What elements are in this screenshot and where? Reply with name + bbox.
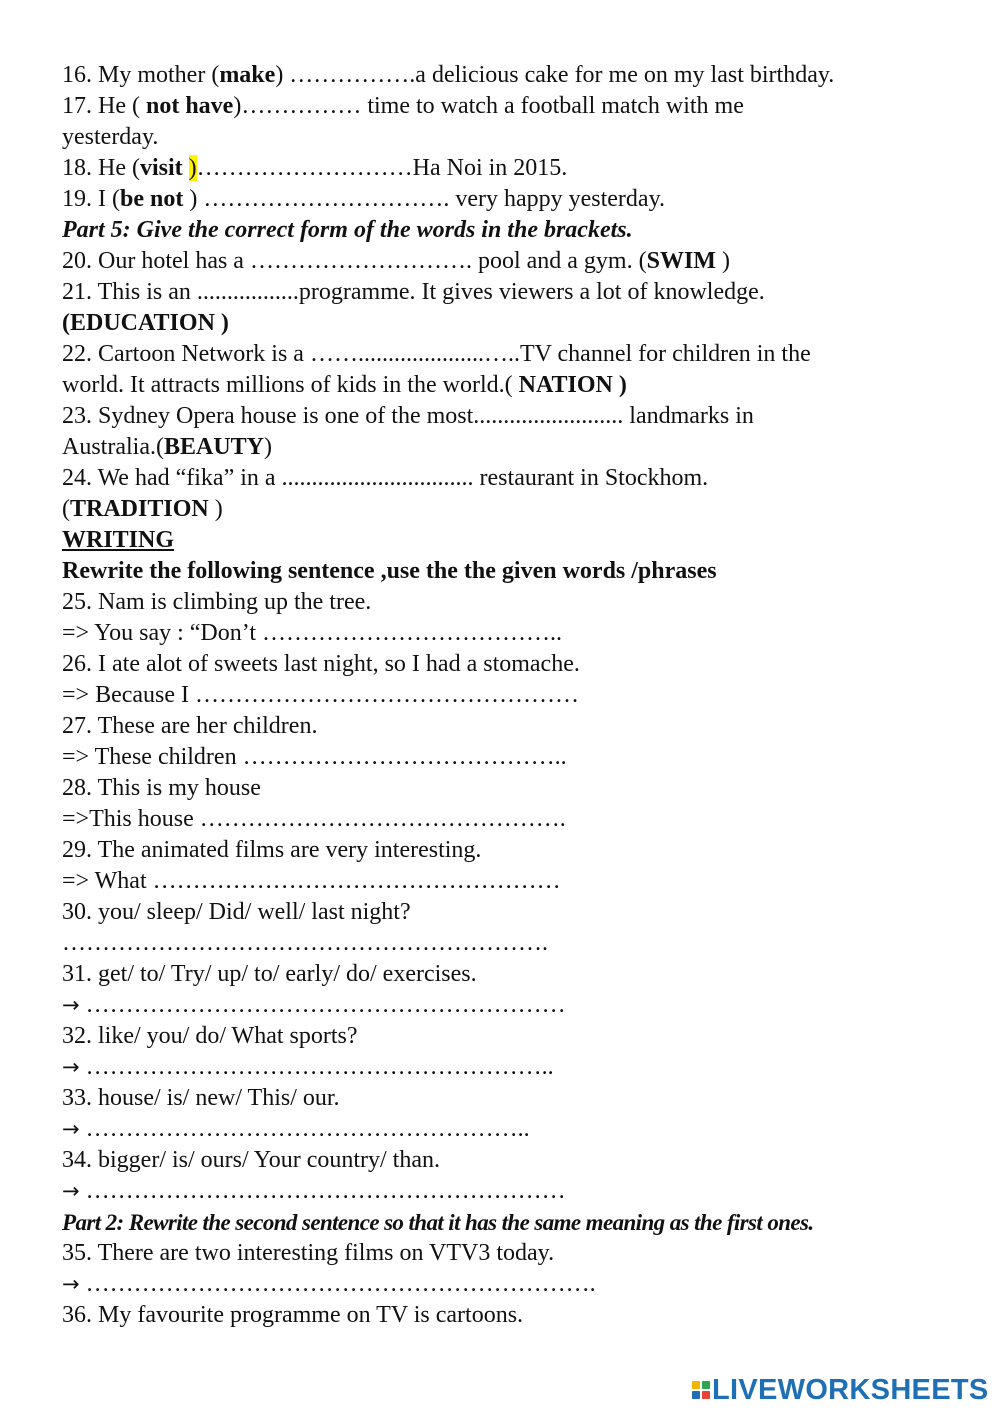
writing-heading: WRITING <box>62 527 175 553</box>
question-36: 36. My favourite programme on TV is cartoons. <box>62 1302 524 1328</box>
question-17-continued: yesterday. <box>62 124 159 150</box>
answer-line-28[interactable]: =>This house ………………………………………. <box>62 806 566 832</box>
question-25: 25. Nam is climbing up the tree. <box>62 589 372 615</box>
arrow-right-icon: → <box>62 993 80 1017</box>
word-hint: SWIM <box>646 248 716 274</box>
highlighted-bracket: ) <box>188 155 197 181</box>
arrow-right-icon: → <box>62 1272 80 1296</box>
arrow-right-icon: → <box>62 1055 80 1079</box>
question-26: 26. I ate alot of sweets last night, so I had a stomache. <box>62 651 580 677</box>
answer-line-25[interactable]: => You say : “Don’t ……………………………….. <box>62 620 562 646</box>
question-24: 24. We had “fika” in a ................................ restaurant in Stockhom. <box>62 465 709 491</box>
arrow-right-icon: → <box>62 1117 80 1141</box>
answer-line-32[interactable]: → ………………………………………………….. <box>62 1054 554 1080</box>
verb-hint: make <box>219 62 276 88</box>
question-20: 20. Our hotel has a ………………………. pool and a gym. (SWIM ) <box>62 248 730 274</box>
answer-line-26[interactable]: => Because I ………………………………………… <box>62 682 580 708</box>
question-21-word-hint: (EDUCATION ) <box>62 310 229 336</box>
liveworksheets-logo[interactable] <box>692 1372 989 1408</box>
verb-hint: not have <box>145 93 234 119</box>
word-hint: NATION ) <box>518 372 627 398</box>
answer-line-29[interactable]: => What …………………………………………… <box>62 868 561 894</box>
answer-line-34[interactable]: → …………………………………………………… <box>62 1178 566 1204</box>
answer-line-33[interactable]: → ……………………………………………….. <box>62 1116 530 1142</box>
brand-name: LIVEWORKSHEETS <box>712 1373 989 1406</box>
question-35: 35. There are two interesting films on VTV3 today. <box>62 1240 555 1266</box>
question-29: 29. The animated films are very interesting. <box>62 837 482 863</box>
answer-line-31[interactable]: → …………………………………………………… <box>62 992 566 1018</box>
word-hint: BEAUTY <box>163 434 264 460</box>
question-19: 19. I (be not ) …………………………. very happy yesterday. <box>62 186 666 212</box>
question-34: 34. bigger/ is/ ours/ Your country/ than. <box>62 1147 440 1173</box>
question-33: 33. house/ is/ new/ This/ our. <box>62 1085 340 1111</box>
question-22-continued: world. It attracts millions of kids in the world.( NATION ) <box>62 372 627 398</box>
answer-line-30[interactable]: ……………………………………………………. <box>62 930 548 956</box>
question-22: 22. Cartoon Network is a …….....................…..TV channel for children in the <box>62 341 811 367</box>
logo-squares-icon <box>692 1381 710 1399</box>
question-31: 31. get/ to/ Try/ up/ to/ early/ do/ exercises. <box>62 961 477 987</box>
question-30: 30. you/ sleep/ Did/ well/ last night? <box>62 899 411 925</box>
logo-square <box>702 1381 710 1389</box>
writing-instruction: Rewrite the following sentence ,use the the given words /phrases <box>62 558 717 584</box>
logo-square <box>692 1391 700 1399</box>
logo-square <box>702 1391 710 1399</box>
verb-hint: visit <box>139 155 189 181</box>
question-23: 23. Sydney Opera house is one of the most......................... landmarks in <box>62 403 754 429</box>
question-21: 21. This is an .................programme. It gives viewers a lot of knowledge. <box>62 279 765 305</box>
arrow-right-icon: → <box>62 1179 80 1203</box>
part2-heading: Part 2: Rewrite the second sentence so that it has the same meaning as the first ones. <box>62 1210 814 1235</box>
question-28: 28. This is my house <box>62 775 261 801</box>
question-18: 18. He (visit )………………………Ha Noi in 2015. <box>62 155 568 181</box>
word-hint: TRADITION <box>70 496 209 522</box>
logo-square <box>692 1381 700 1389</box>
verb-hint: be not <box>119 186 190 212</box>
question-23-continued: Australia.(BEAUTY) <box>62 434 272 460</box>
question-27: 27. These are her children. <box>62 713 318 739</box>
answer-line-35[interactable]: → ………………………………………………………. <box>62 1271 596 1297</box>
answer-line-27[interactable]: => These children ………………………………….. <box>62 744 567 770</box>
question-17: 17. He ( not have)…………… time to watch a football match with me <box>62 93 744 119</box>
question-32: 32. like/ you/ do/ What sports? <box>62 1023 358 1049</box>
part5-heading: Part 5: Give the correct form of the words in the brackets. <box>62 217 633 243</box>
question-24-continued: (TRADITION ) <box>62 496 223 522</box>
question-16: 16. My mother (make) …………….a delicious cake for me on my last birthday. <box>62 62 835 88</box>
worksheet-page <box>62 60 962 1331</box>
